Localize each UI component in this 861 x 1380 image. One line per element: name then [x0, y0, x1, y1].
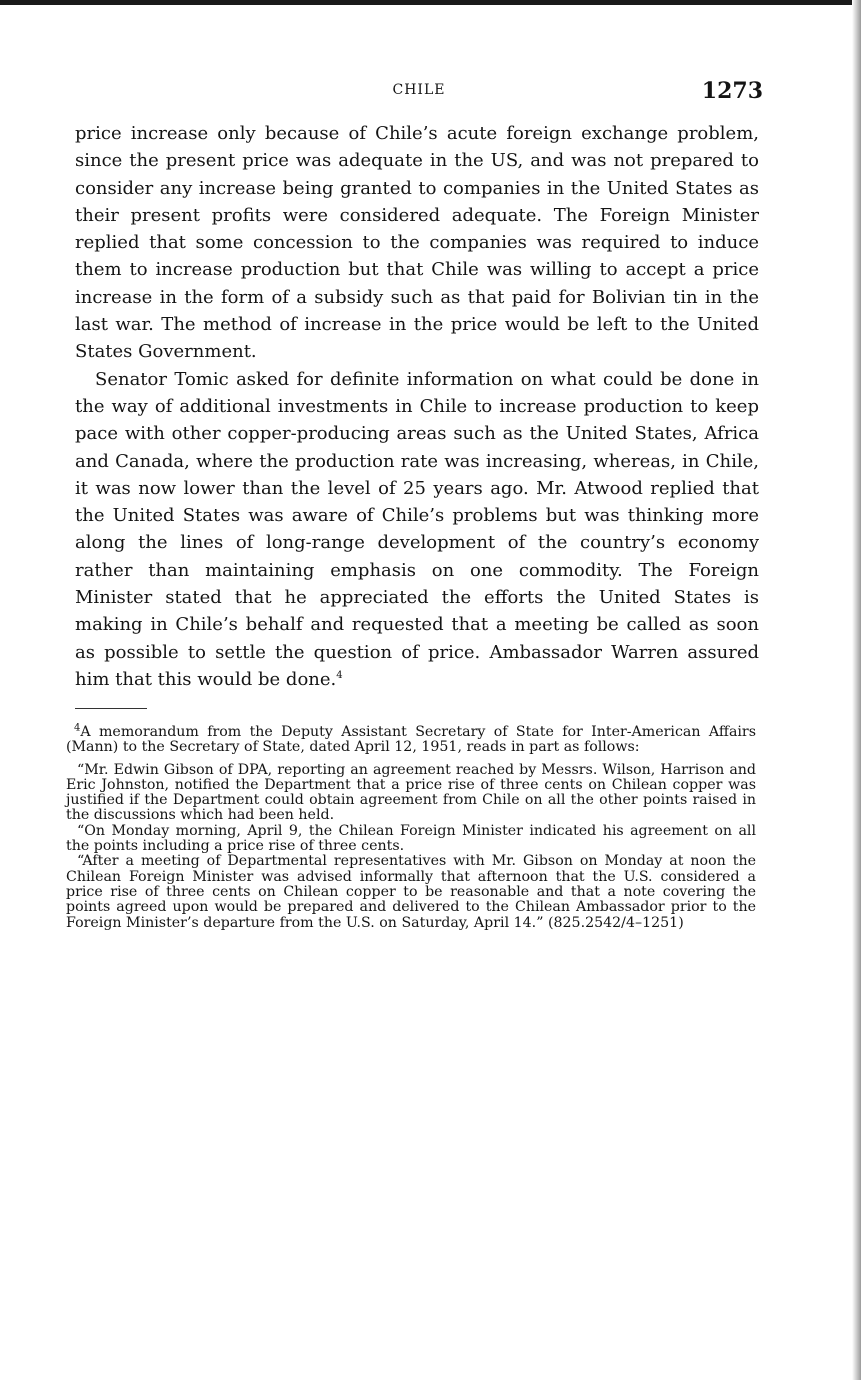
body-paragraph-2: [75, 366, 759, 694]
page-top-edge: [0, 0, 861, 5]
footnote-quote-2: “On Monday morning, April 9, the Chilean Foreign Minister indicated his agreement on all the points including a price rise of three cents.: [66, 822, 756, 855]
body-paragraph-1: price increase only because of Chile’s acute foreign exchange problem, since the present price was adequate in the US, and was not prepared to consider any increase being granted to companies in the United States as their present profits were considered adequate. The Foreign Minister replied that some concession to the companies was required to induce them to increase production but that Chile was willing to accept a price increase in the form of a subsidy such as that paid for Bolivian tin in the last war. The method of increase in the price would be left to the United States Government.: [75, 123, 759, 363]
footnote-quote-3: “After a meeting of Departmental representatives with Mr. Gibson on Monday at noon the Chilean Foreign Minister was advised informally that afternoon that the U.S. considered a price rise of three cents on Chilean copper to be reasonable and that a note covering the points agreed upon would be prepared and delivered to the Chilean Ambassador prior to the Foreign Minister’s departure from the U.S. on Saturday, April 14.” (825.2542/4–1251): [66, 853, 756, 931]
footnote-intro: [66, 722, 756, 756]
page-right-edge: [852, 0, 861, 1380]
footnote-divider: [75, 708, 147, 709]
footnote-quote-1: “Mr. Edwin Gibson of DPA, reporting an agreement reached by Messrs. Wilson, Harrison and Eric Johnston, notified the Department that a price rise of three cents on Chilean copper was justified if the Department could obtain agreement from Chile on all the other points raised in the discussions which had been held.: [66, 761, 756, 824]
body-paragraph-2-text: Senator Tomic asked for definite information on what could be done in the way of additional investments in Chile to increase production to keep pace with other copper-producing areas such as the United States, Africa and Canada, where the production rate was increasing, whereas, in Chile, it was now lower than the level of 25 years ago. Mr. Atwood replied that the United States was aware of Chile’s problems but was thinking more along the lines of long-range development of the country’s economy rather than maintaining emphasis on one commodity. The Foreign Minister stated that he appreciated the efforts the United States is making in Chile’s behalf and requested that a meeting be called as soon as possible to settle the question of price. Ambassador Warren assured him that this would be done.: [75, 368, 759, 690]
footnote-block: [66, 722, 756, 931]
main-text: [75, 120, 759, 693]
footnote-reference: 4: [336, 669, 343, 681]
page-number: 1273: [701, 78, 763, 104]
footnote-marker: 4: [74, 722, 81, 734]
running-header: [75, 78, 763, 104]
running-title: CHILE: [392, 82, 446, 98]
footnote-intro-text: A memorandum from the Deputy Assistant Secretary of State for Inter-American Affairs (Mann) to the Secretary of State, dated April 12, 1951, reads in part as follows:: [66, 724, 756, 756]
